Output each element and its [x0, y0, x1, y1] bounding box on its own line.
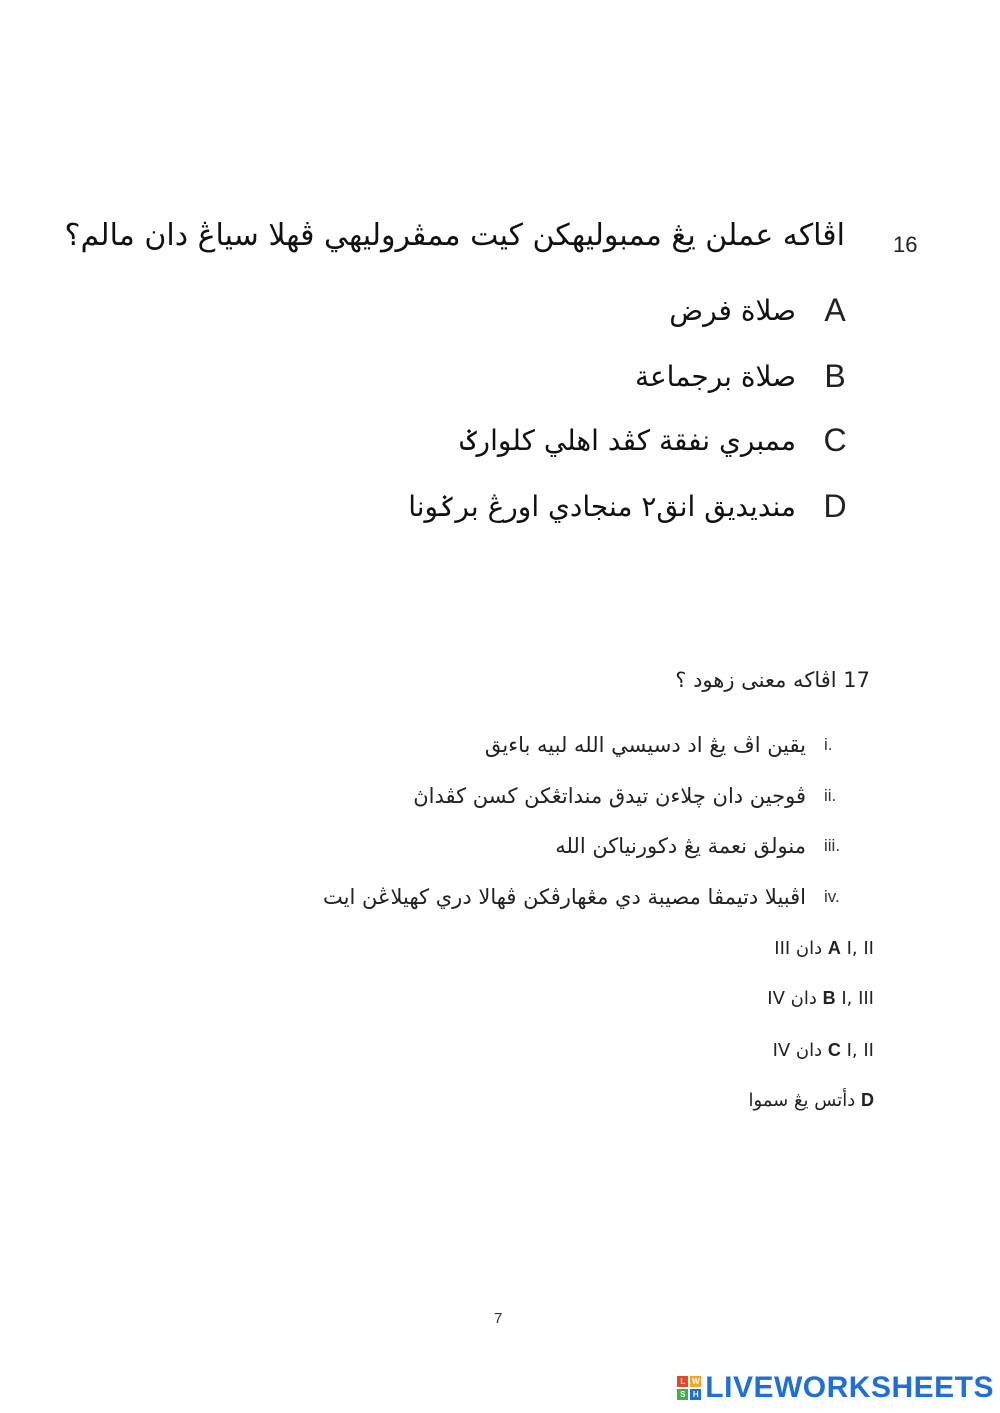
question-16-text: اڤاكه عملن يڠ ممبوليهكن كيت ممڤروليهي ڤهلا سياڠ دان مالم؟ — [64, 218, 845, 253]
question-17-answer-b[interactable] — [767, 988, 874, 1009]
statement-numeral: iv. — [824, 887, 840, 906]
question-17-statement-ii — [413, 784, 870, 808]
question-16-option-d[interactable] — [408, 488, 860, 525]
statement-text: منولق نعمة يڠ دكورنياكن الله — [555, 834, 806, 858]
option-letter: B — [824, 358, 846, 394]
statement-numeral: ii. — [824, 786, 837, 805]
answer-text: I, II دان III — [774, 938, 874, 959]
answer-letter: C — [827, 1040, 841, 1060]
option-letter: D — [823, 488, 847, 524]
liveworksheets-brand[interactable] — [677, 1371, 994, 1405]
question-17-answer-d[interactable] — [748, 1090, 874, 1111]
question-17-statement-i — [485, 733, 870, 757]
page-number: 7 — [494, 1310, 503, 1327]
option-text: صلاة فرض — [669, 294, 796, 327]
answer-text: دأتس يڠ سموا — [748, 1090, 856, 1111]
option-text: صلاة برجماعة — [634, 360, 796, 393]
question-17-statement-iv — [323, 885, 870, 909]
question-17-answer-c[interactable] — [773, 1040, 874, 1061]
answer-text: I, III دان IV — [767, 988, 874, 1009]
question-16-option-c[interactable] — [460, 422, 860, 459]
question-16-option-b[interactable] — [635, 358, 860, 395]
question-17-title: 17 اڤاكه معنى زهود ؟ — [675, 668, 870, 692]
brand-name: LIVEWORKSHEETS — [705, 1371, 994, 1404]
logo-letter: H — [690, 1389, 701, 1400]
option-letter: C — [823, 422, 847, 458]
logo-letter: W — [692, 1377, 700, 1386]
logo-letter: L — [677, 1376, 688, 1387]
option-letter: A — [824, 292, 846, 328]
statement-text: يقين اڤ يڠ اد دسيسي الله لبيه باءيق — [484, 733, 806, 757]
answer-text: I, II دان IV — [772, 1040, 874, 1061]
question-17-statement-iii — [555, 834, 870, 858]
answer-letter: A — [827, 938, 841, 958]
option-text: ممبري نفقة كڤد اهلي كلوارݢ — [460, 424, 796, 457]
liveworksheets-logo-icon — [677, 1376, 701, 1400]
answer-letter: D — [861, 1090, 874, 1110]
statement-numeral: iii. — [824, 836, 841, 855]
question-17-answer-a[interactable] — [774, 938, 874, 959]
statement-numeral: i. — [824, 735, 833, 754]
logo-letter: S — [677, 1389, 688, 1400]
answer-letter: B — [822, 988, 836, 1008]
statement-text: اڤبيلا دتيمڤا مصيبة دي مڠهارڤكن ڤهالا دري كهيلاڠن ايت — [323, 885, 806, 909]
option-text: منديديق انق٢ منجادي اورڠ برݢونا — [408, 490, 796, 523]
statement-text: ڤوجين دان چلاءن تيدق منداتڠكن كسن كڤداڽ — [413, 784, 806, 808]
question-16-number: 16 — [893, 232, 918, 257]
question-16-option-a[interactable] — [669, 292, 860, 329]
